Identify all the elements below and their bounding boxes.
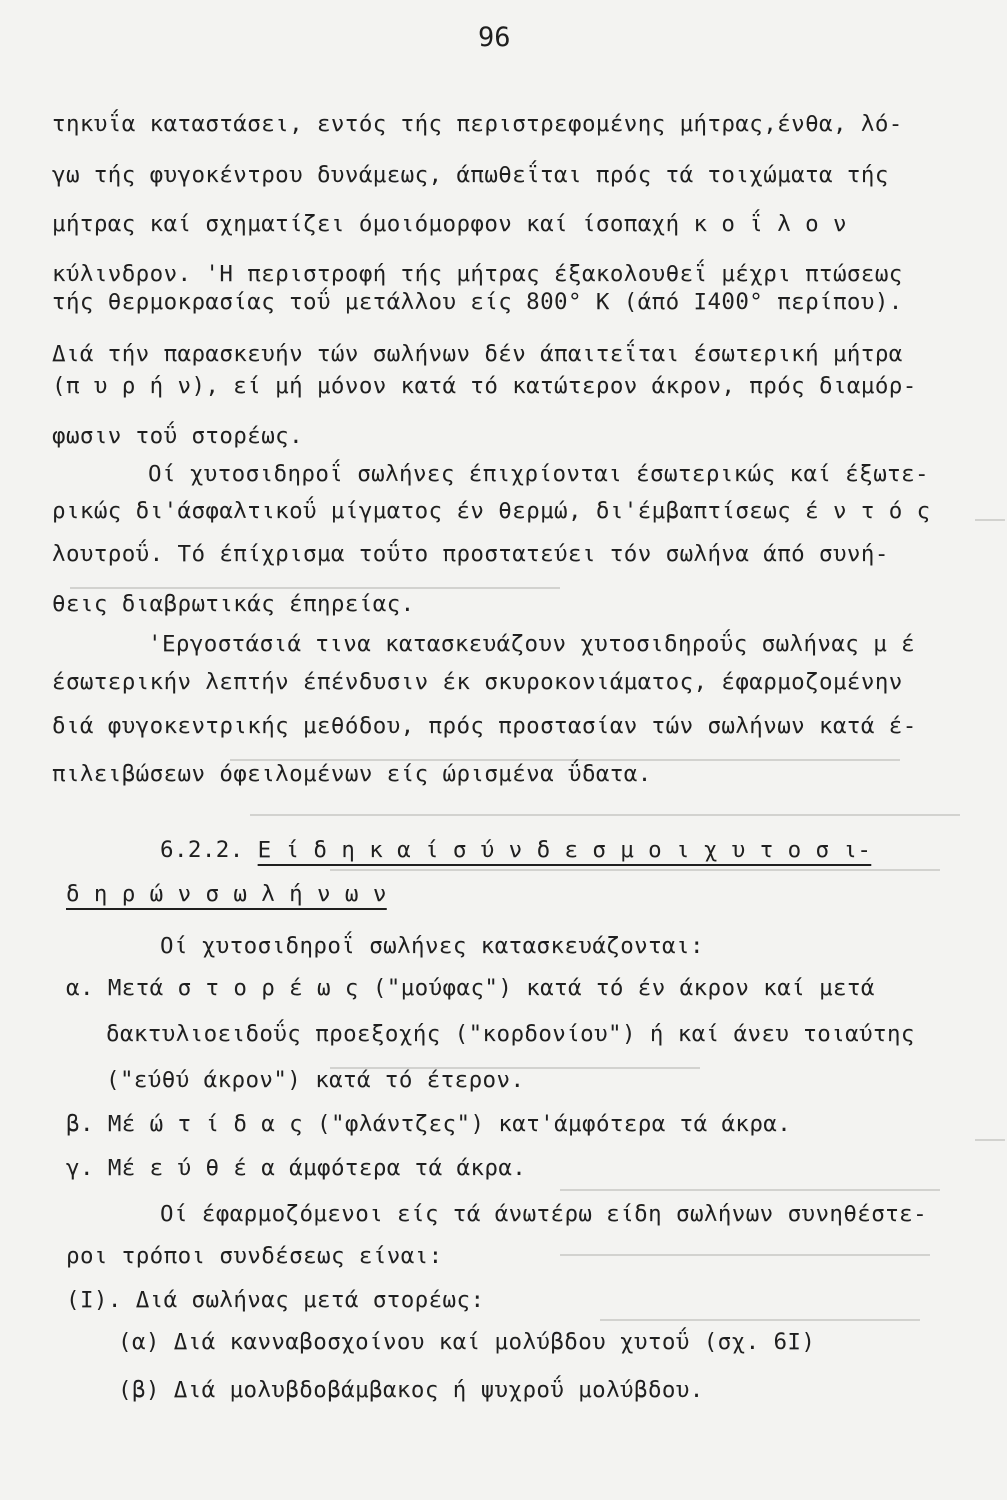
text-line: τής θερμοκρασίας τοΰ μετάλλου είς 800° Κ (άπό Ι400° περίπου). <box>52 289 903 315</box>
text-line: θεις διαβρωτικάς έπηρείας. <box>52 591 415 617</box>
text-line: Οί χυτοσιδηροΐ σωλήνες έπιχρίονται έσωτερικώς καί έξωτε- <box>148 461 929 487</box>
section-heading <box>160 832 871 868</box>
text-line: τηκυΐα καταστάσει, εντός τής περιστρεφομένης μήτρας,ένθα, λό- <box>52 111 903 137</box>
text-line: λουτροΰ. Τό έπίχρισμα τοΰτο προστατεύει τόν σωλήνα άπό συνή- <box>52 541 889 567</box>
text-line: κύλινδρον. 'Η περιστροφή τής μήτρας έξακολουθεΐ μέχρι πτώσεως <box>52 261 903 287</box>
text-line: γω τής φυγοκέντρου δυνάμεως, άπωθεΐται πρός τά τοιχώματα τής <box>52 162 889 188</box>
text-line: (π υ ρ ή ν), εί μή μόνον κατά τό κατώτερον άκρον, πρός διαμόρ- <box>52 373 917 399</box>
text-line: πιλειβώσεων όφειλομένων είς ώρισμένα ΰδατα. <box>52 761 652 787</box>
types-intro: Οί χυτοσιδηροΐ σωλήνες κατασκευάζονται: <box>160 933 704 959</box>
text-line: μήτρας καί σχηματίζει όμοιόμορφον καί ίσοπαχή κ ο ΐ λ ο ν <box>52 211 847 237</box>
list-item-continuation: ("εύθύ άκρον") κατά τό έτερον. <box>106 1067 525 1093</box>
text-line: έσωτερικήν λεπτήν έπένδυσιν έκ σκυροκονιάματος, έφαρμοζομένην <box>52 669 903 695</box>
list-item: (β) Διά μολυβδοβάμβακος ή ψυχροΰ μολύβδου. <box>118 1377 704 1403</box>
section-title-line-2: δ η ρ ώ ν σ ω λ ή ν ω ν <box>66 881 387 907</box>
list-item: (α) Διά κανναβοσχοίνου καί μολύβδου χυτοΰ (σχ. 6Ι) <box>118 1329 816 1355</box>
list-item-continuation: δακτυλιοειδοΰς προεξοχής ("κορδονίου") ή καί άνευ τοιαύτης <box>106 1021 915 1047</box>
page-number: 96 <box>478 22 511 53</box>
list-item: β. Μέ ώ τ ί δ α ς ("φλάντζες") κατ'άμφότερα τά άκρα. <box>66 1111 792 1137</box>
text-line: διά φυγοκεντρικής μεθόδου, πρός προστασίαν τών σωλήνων κατά έ- <box>52 713 917 739</box>
text-line: Διά τήν παρασκευήν τών σωλήνων δέν άπαιτεΐται έσωτερική μήτρα <box>52 341 903 367</box>
text-line: 'Εργοστάσιά τινα κατασκευάζουν χυτοσιδηροΰς σωλήνας μ έ <box>148 631 916 657</box>
section-number: 6.2.2. <box>160 837 244 863</box>
joints-group-heading: (Ι). Διά σωλήνας μετά στορέως: <box>66 1287 485 1313</box>
text-line: φωσιν τοΰ στορέως. <box>52 423 304 449</box>
text-line: ρικώς δι'άσφαλτικοΰ μίγματος έν θερμώ, δι'έμβαπτίσεως έ ν τ ό ς <box>52 498 931 524</box>
section-title-line-1: Ε ί δ η κ α ί σ ύ ν δ ε σ μ ο ι χ υ τ ο σ ι- <box>257 837 872 863</box>
list-item: γ. Μέ ε ύ θ έ α άμφότερα τά άκρα. <box>66 1155 527 1181</box>
text-line: Οί έφαρμοζόμενοι είς τά άνωτέρω είδη σωλήνων συνηθέστε- <box>160 1201 928 1227</box>
list-item: α. Μετά σ τ ο ρ έ ω ς ("μούφας") κατά τό έν άκρον καί μετά <box>66 975 875 1001</box>
text-line: ροι τρόποι συνδέσεως είναι: <box>66 1243 443 1269</box>
